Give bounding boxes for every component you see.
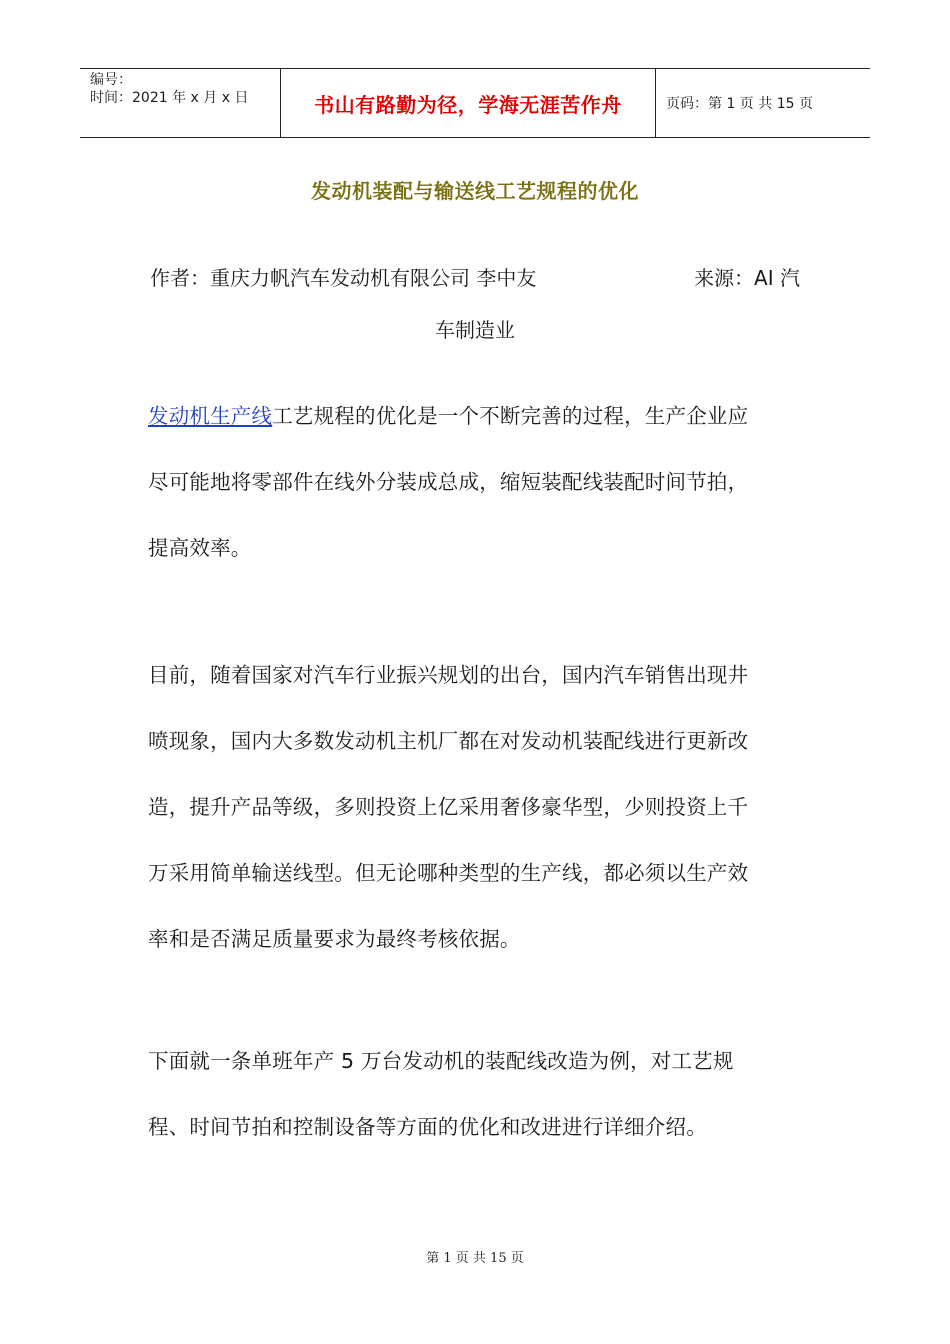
p3-line1: 下面就一条单班年产 5 万台发动机的装配线改造为例，对工艺规 xyxy=(148,1049,734,1073)
p2-line3: 造，提升产品等级，多则投资上亿采用奢侈豪华型，少则投资上千 xyxy=(148,795,749,819)
author-block xyxy=(150,258,800,350)
source-text: 来源：AI 汽 xyxy=(694,266,800,290)
p3-line2: 程、时间节拍和控制设备等方面的优化和改进进行详细介绍。 xyxy=(148,1115,707,1139)
p1-line2: 尽可能地将零部件在线外分装成总成，缩短装配线装配时间节拍， xyxy=(148,470,749,494)
p2-line5: 率和是否满足质量要求为最终考核依据。 xyxy=(148,927,521,951)
header-page-code: 页码：第 1 页 共 15 页 xyxy=(666,96,813,112)
source-continued: 车制造业 xyxy=(435,318,515,342)
paragraph-3 xyxy=(148,1028,800,1160)
p2-line4: 万采用简单输送线型。但无论哪种类型的生产线，都必须以生产效 xyxy=(148,861,749,885)
page-footer: 第 1 页 共 15 页 xyxy=(426,1251,524,1266)
header-meta xyxy=(80,69,280,137)
paragraph-2 xyxy=(148,642,800,972)
engine-production-line-link[interactable]: 发动机生产线 xyxy=(148,404,273,428)
p2-line2: 喷现象，国内大多数发动机主机厂都在对发动机装配线进行更新改 xyxy=(148,729,749,753)
paragraph-1 xyxy=(148,383,800,581)
p1-line1-text: 工艺规程的优化是一个不断完善的过程，生产企业应 xyxy=(272,404,749,428)
number-label: 编号： xyxy=(90,72,132,88)
document-header xyxy=(80,68,870,138)
header-motto: 书山有路勤为径，学海无涯苦作舟 xyxy=(280,69,656,137)
document-title: 发动机装配与输送线工艺规程的优化 xyxy=(311,179,639,203)
p2-line1: 目前，随着国家对汽车行业振兴规划的出台，国内汽车销售出现井 xyxy=(148,663,749,687)
author-text: 作者：重庆力帆汽车发动机有限公司 李中友 xyxy=(150,266,537,290)
p1-line3: 提高效率。 xyxy=(148,536,252,560)
time-label: 时间：2021 年 x 月 x 日 xyxy=(90,90,249,106)
